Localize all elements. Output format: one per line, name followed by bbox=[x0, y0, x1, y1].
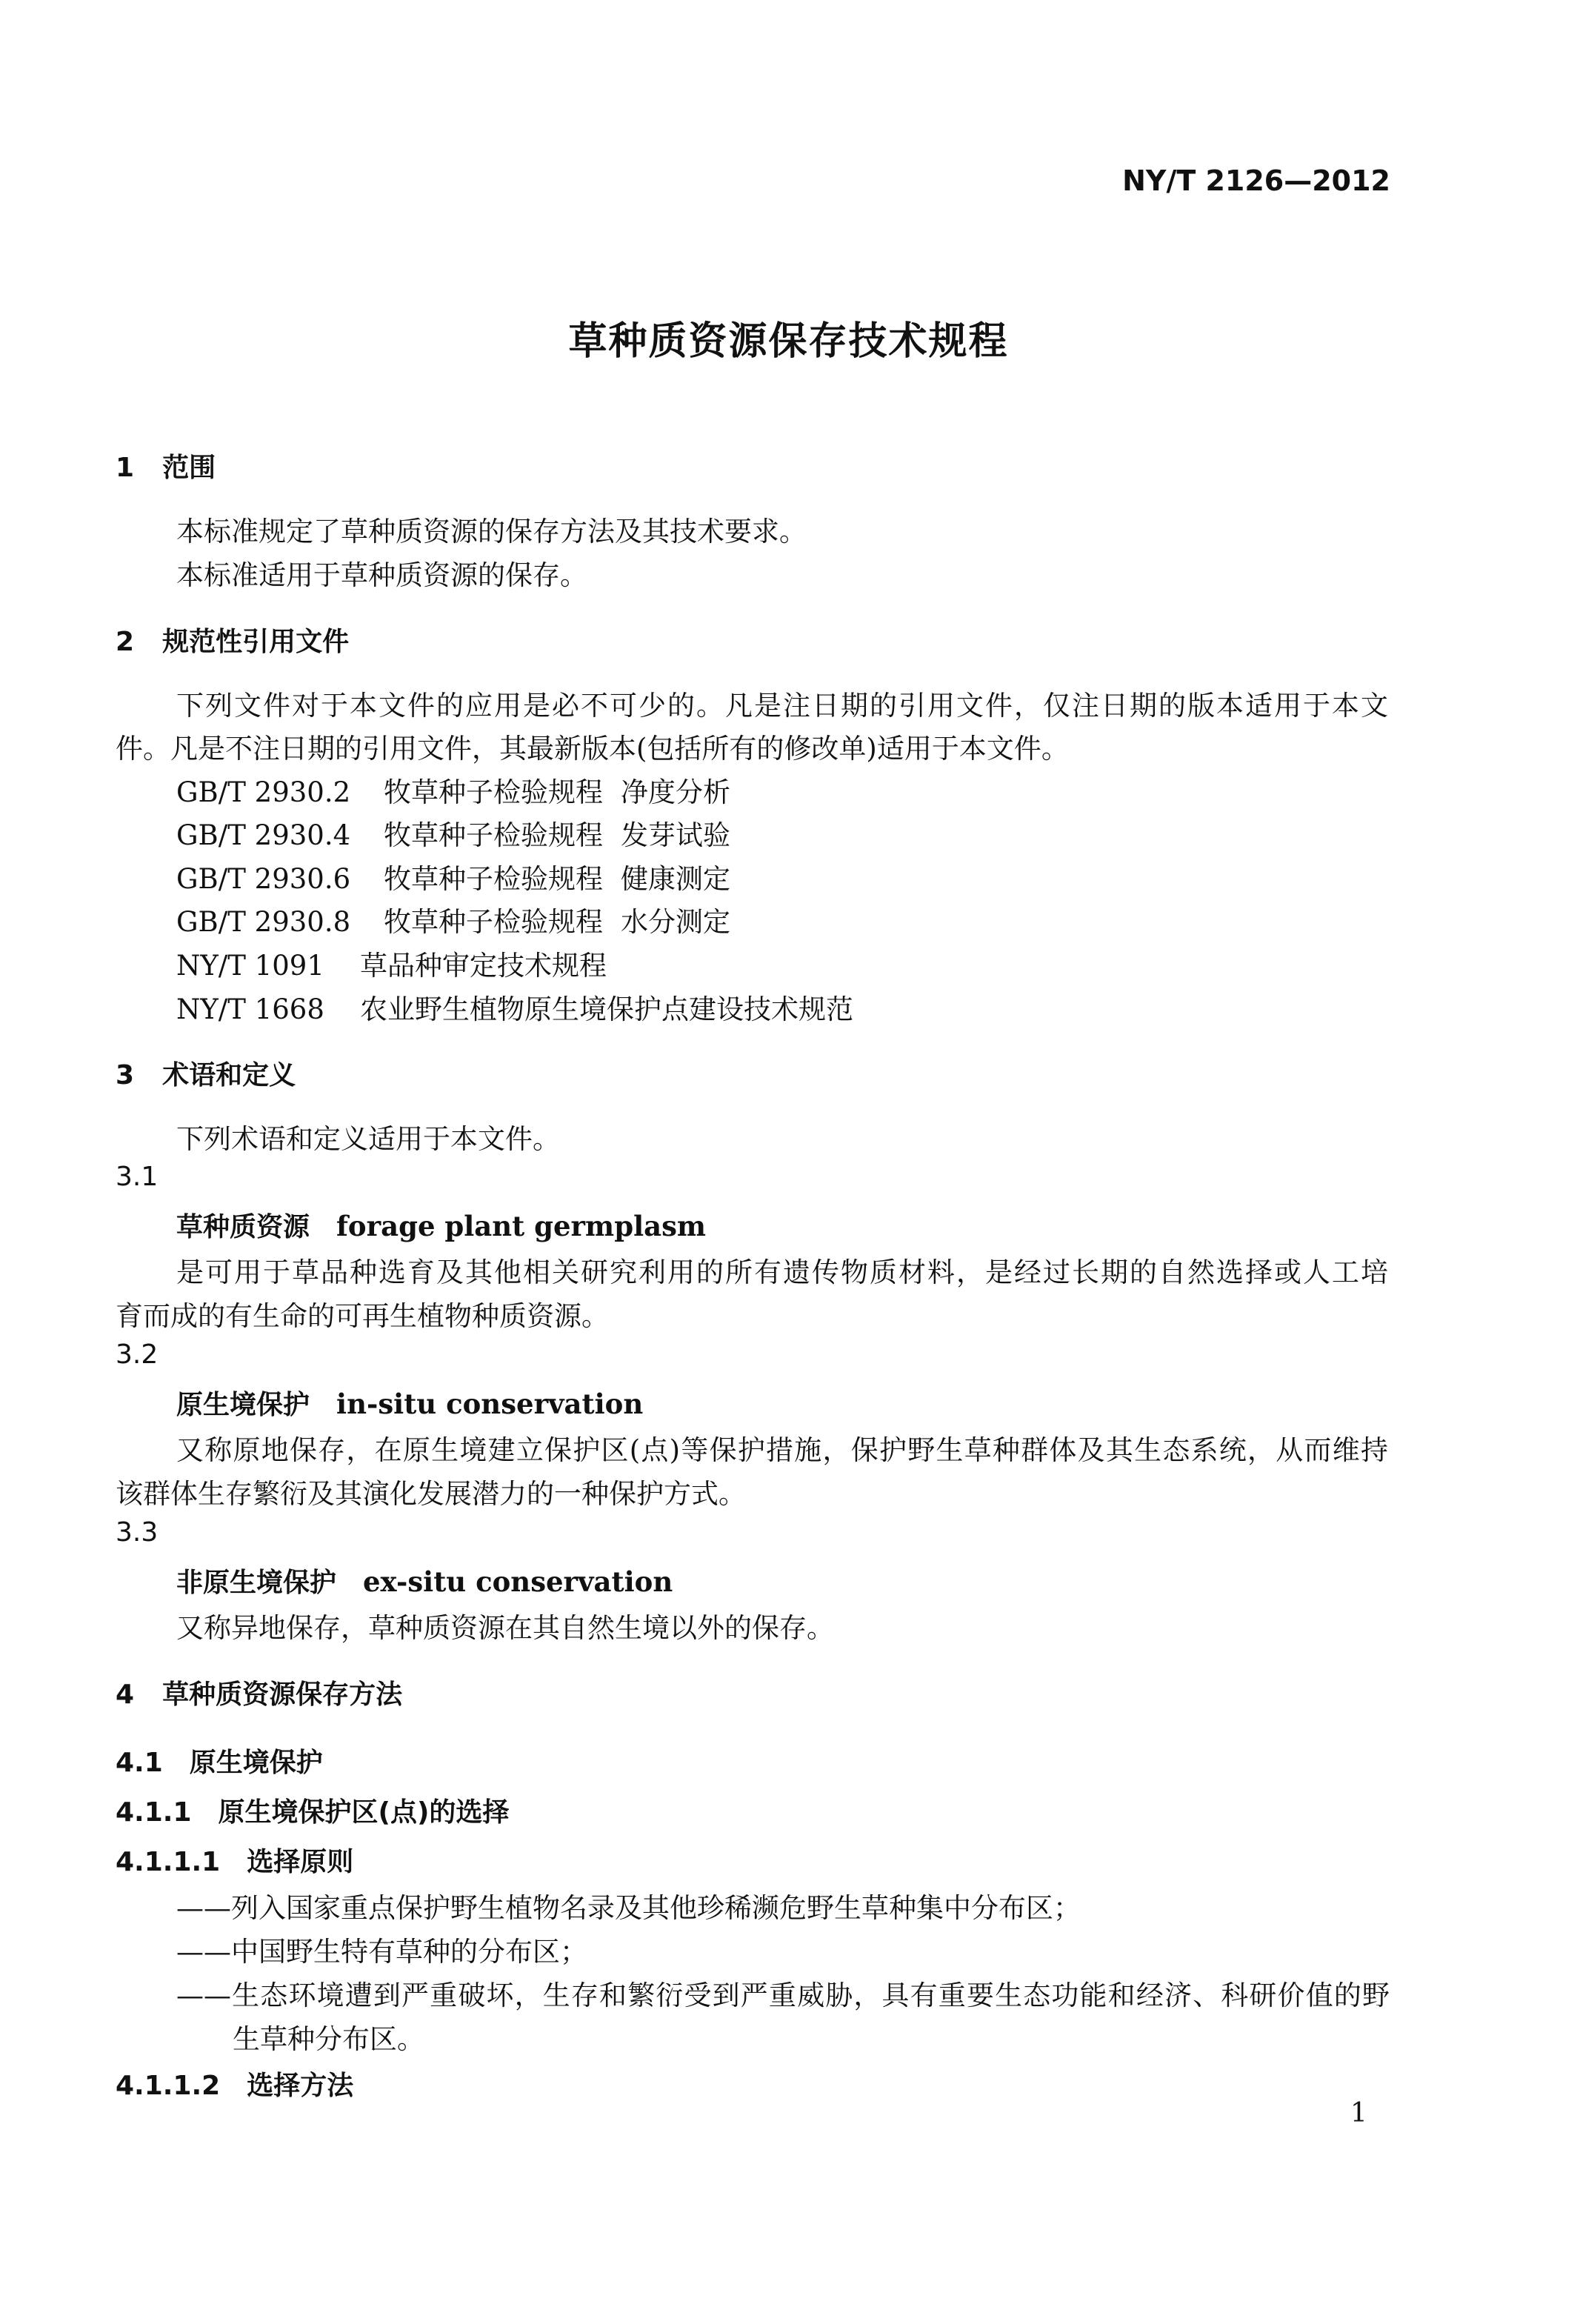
reference-item bbox=[176, 856, 730, 896]
reference-item bbox=[176, 813, 730, 853]
subsection-number: 4.1.1 bbox=[116, 1797, 192, 1828]
section-number: 2 bbox=[116, 627, 135, 657]
term-chinese: 草种质资源 bbox=[176, 1212, 310, 1242]
reference-name: 农业野生植物原生境保护点建设技术规范 bbox=[360, 993, 853, 1025]
reference-code: NY/T 1668 bbox=[176, 993, 324, 1025]
term-english: forage plant germplasm bbox=[336, 1210, 707, 1242]
subsection-heading bbox=[116, 1841, 353, 1879]
term-title bbox=[176, 1562, 673, 1599]
reference-code: GB/T 2930.4 bbox=[176, 819, 351, 851]
subsection-title: 原生境保护 bbox=[189, 1748, 323, 1778]
term-english: in-situ conservation bbox=[336, 1388, 644, 1420]
section-title: 草种质资源保存方法 bbox=[162, 1679, 403, 1710]
term-number: 3.3 bbox=[116, 1517, 159, 1548]
reference-subtitle: 水分测定 bbox=[621, 906, 730, 938]
reference-item bbox=[176, 943, 607, 983]
reference-name: 牧草种子检验规程 bbox=[384, 906, 603, 938]
section-number: 4 bbox=[116, 1679, 135, 1710]
subsection-heading bbox=[116, 2065, 353, 2102]
term-definition: 又称原地保存，在原生境建立保护区(点)等保护措施，保护野生草种群体及其生态系统，从而维持 bbox=[176, 1434, 1388, 1466]
subsection-number: 4.1 bbox=[116, 1748, 163, 1778]
reference-item bbox=[176, 987, 853, 1027]
subsection-heading bbox=[116, 1791, 509, 1829]
subsection-heading bbox=[116, 1742, 323, 1779]
reference-code: GB/T 2930.6 bbox=[176, 863, 351, 895]
list-item-continuation: 生草种分布区。 bbox=[233, 2023, 424, 2055]
reference-code: GB/T 2930.2 bbox=[176, 776, 351, 808]
reference-subtitle: 净度分析 bbox=[621, 776, 730, 808]
paragraph: 下列文件对于本文件的应用是必不可少的。凡是注日期的引用文件，仅注日期的版本适用于本文 bbox=[176, 690, 1388, 722]
paragraph: 下列术语和定义适用于本文件。 bbox=[176, 1123, 560, 1155]
section-4-heading bbox=[116, 1674, 402, 1711]
subsection-number: 4.1.1.1 bbox=[116, 1847, 221, 1877]
subsection-title: 原生境保护区(点)的选择 bbox=[218, 1797, 510, 1828]
term-chinese: 非原生境保护 bbox=[176, 1568, 337, 1598]
section-title: 规范性引用文件 bbox=[162, 627, 350, 657]
document-title: 草种质资源保存技术规程 bbox=[568, 319, 1009, 364]
section-2-heading bbox=[116, 621, 349, 659]
term-definition: 又称异地保存，草种质资源在其自然生境以外的保存。 bbox=[176, 1612, 834, 1644]
section-number: 1 bbox=[116, 453, 135, 483]
section-1-heading bbox=[116, 447, 216, 485]
reference-subtitle: 发芽试验 bbox=[621, 819, 730, 851]
reference-name: 草品种审定技术规程 bbox=[360, 950, 607, 982]
reference-item bbox=[176, 770, 730, 810]
paragraph: 本标准适用于草种质资源的保存。 bbox=[176, 559, 587, 591]
term-definition: 是可用于草品种选育及其他相关研究利用的所有遗传物质材料，是经过长期的自然选择或人工培 bbox=[176, 1256, 1388, 1288]
section-title: 术语和定义 bbox=[162, 1060, 296, 1091]
subsection-title: 选择方法 bbox=[247, 2071, 354, 2101]
page-number: 1 bbox=[1350, 2098, 1367, 2128]
reference-code: NY/T 1091 bbox=[176, 950, 324, 982]
term-definition: 该群体生存繁衍及其演化发展潜力的一种保护方式。 bbox=[116, 1478, 746, 1510]
term-chinese: 原生境保护 bbox=[176, 1390, 310, 1420]
section-3-heading bbox=[116, 1054, 296, 1092]
term-number: 3.1 bbox=[116, 1162, 159, 1192]
paragraph: 本标准规定了草种质资源的保存方法及其技术要求。 bbox=[176, 516, 807, 547]
term-title bbox=[176, 1206, 706, 1244]
section-number: 3 bbox=[116, 1060, 135, 1091]
reference-name: 牧草种子检验规程 bbox=[384, 819, 603, 851]
term-english: ex-situ conservation bbox=[363, 1565, 673, 1598]
term-number: 3.2 bbox=[116, 1339, 159, 1370]
section-title: 范围 bbox=[162, 453, 216, 483]
list-item: ——列入国家重点保护野生植物名录及其他珍稀濒危野生草种集中分布区； bbox=[176, 1892, 1081, 1924]
reference-name: 牧草种子检验规程 bbox=[384, 863, 603, 895]
term-definition: 育而成的有生命的可再生植物种质资源。 bbox=[116, 1300, 609, 1332]
list-item: ——生态环境遭到严重破坏，生存和繁衍受到严重威胁，具有重要生态功能和经济、科研价值的野 bbox=[176, 1980, 1390, 2011]
list-item: ——中国野生特有草种的分布区； bbox=[176, 1936, 587, 1968]
paragraph: 件。凡是不注日期的引用文件，其最新版本(包括所有的修改单)适用于本文件。 bbox=[116, 733, 1069, 765]
reference-name: 牧草种子检验规程 bbox=[384, 776, 603, 808]
subsection-number: 4.1.1.2 bbox=[116, 2071, 221, 2101]
standard-code: NY/T 2126—2012 bbox=[1122, 164, 1390, 197]
reference-subtitle: 健康测定 bbox=[621, 863, 730, 895]
subsection-title: 选择原则 bbox=[247, 1847, 354, 1877]
reference-code: GB/T 2930.8 bbox=[176, 906, 351, 938]
term-title bbox=[176, 1384, 643, 1422]
reference-item bbox=[176, 899, 730, 939]
